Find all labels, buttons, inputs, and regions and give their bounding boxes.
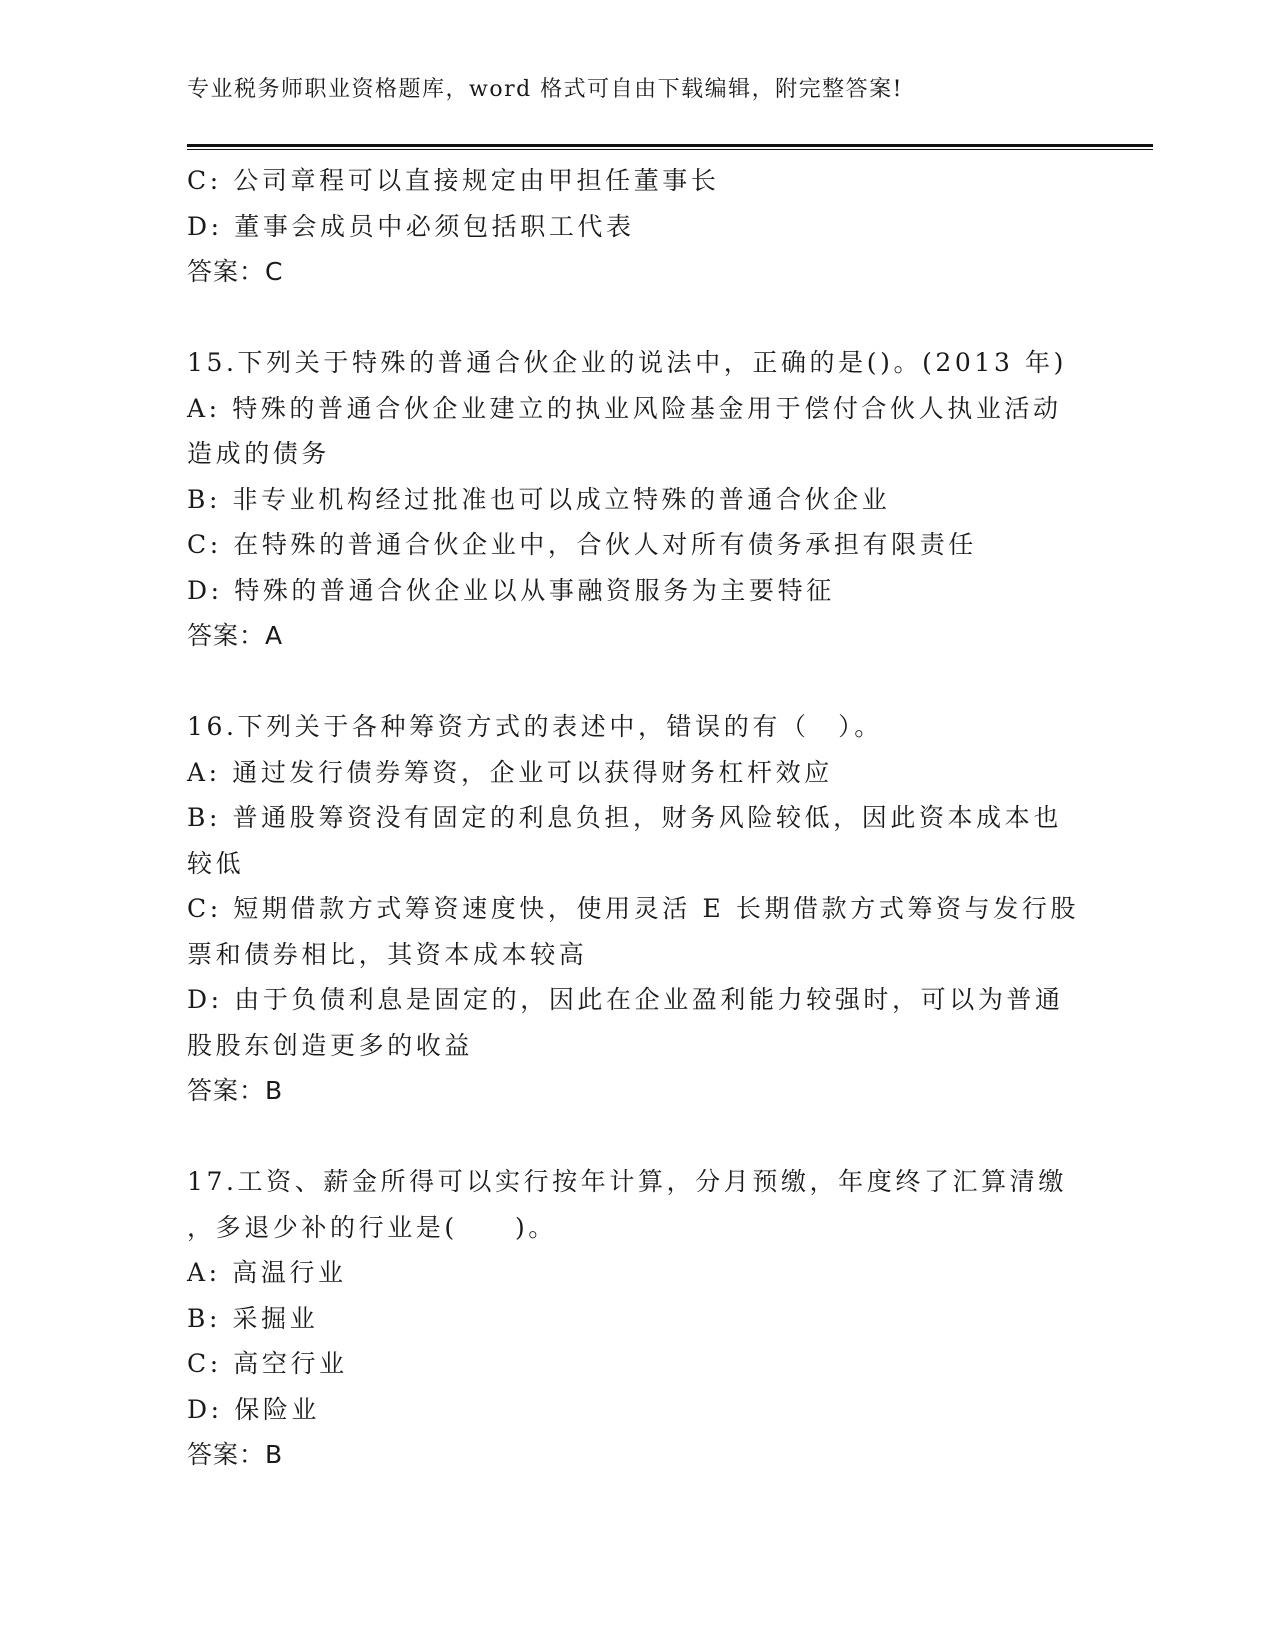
answer-line: 答案：A [187,621,284,650]
question-block [187,1159,1087,1478]
header-rule-thick [187,144,1153,147]
option-line: 较低 [187,848,245,878]
question-stem: 15.下列关于特殊的普通合伙企业的说法中，正确的是()。(2013 年) [187,348,1067,377]
header-rule-thin [187,149,1153,150]
question-stem: 16.下列关于各种筹资方式的表述中，错误的有（ ）。 [187,712,883,741]
question-block [187,158,1087,295]
option-line: A: 通过发行债券筹资，企业可以获得财务杠杆效应 [187,757,833,787]
answer-line: 答案：B [187,1076,284,1105]
question-block [187,704,1087,1114]
page-header: 专业税务师职业资格题库，word 格式可自由下载编辑，附完整答案! [187,77,904,102]
question-content [187,158,1087,1478]
option-line: A: 高温行业 [187,1258,347,1287]
option-line: D: 保险业 [187,1394,321,1424]
spacer [187,1114,1087,1160]
option-line: B: 采掘业 [187,1303,319,1333]
option-line: C: 高空行业 [187,1349,348,1378]
option-line: C: 公司章程可以直接规定由甲担任董事长 [187,166,720,195]
spacer [187,295,1087,341]
question-block [187,340,1087,659]
option-line: D: 董事会成员中必须包括职工代表 [187,211,635,241]
spacer [187,659,1087,705]
answer-line: 答案：C [187,257,284,286]
question-stem: 17.工资、薪金所得可以实行按年计算，分月预缴，年度终了汇算清缴 [187,1167,1067,1196]
question-stem: ，多退少补的行业是( )。 [187,1212,557,1242]
option-line: 票和债券相比，其资本成本较高 [187,939,588,969]
option-line: 造成的债务 [187,439,331,468]
option-line: B: 普通股筹资没有固定的利息负担，财务风险较低，因此资本成本也 [187,803,1062,832]
option-line: C: 在特殊的普通合伙企业中，合伙人对所有债务承担有限责任 [187,530,977,559]
option-line: 股股东创造更多的收益 [187,1030,474,1060]
answer-line: 答案：B [187,1440,284,1469]
option-line: C: 短期借款方式筹资速度快，使用灵活 E 长期借款方式筹资与发行股 [187,894,1080,923]
option-line: D: 由于负债利息是固定的，因此在企业盈利能力较强时，可以为普通 [187,985,1064,1014]
option-line: A: 特殊的普通合伙企业建立的执业风险基金用于偿付合伙人执业活动 [187,393,1062,423]
option-line: D: 特殊的普通合伙企业以从事融资服务为主要特征 [187,575,835,605]
option-line: B: 非专业机构经过批准也可以成立特殊的普通合伙企业 [187,484,891,514]
